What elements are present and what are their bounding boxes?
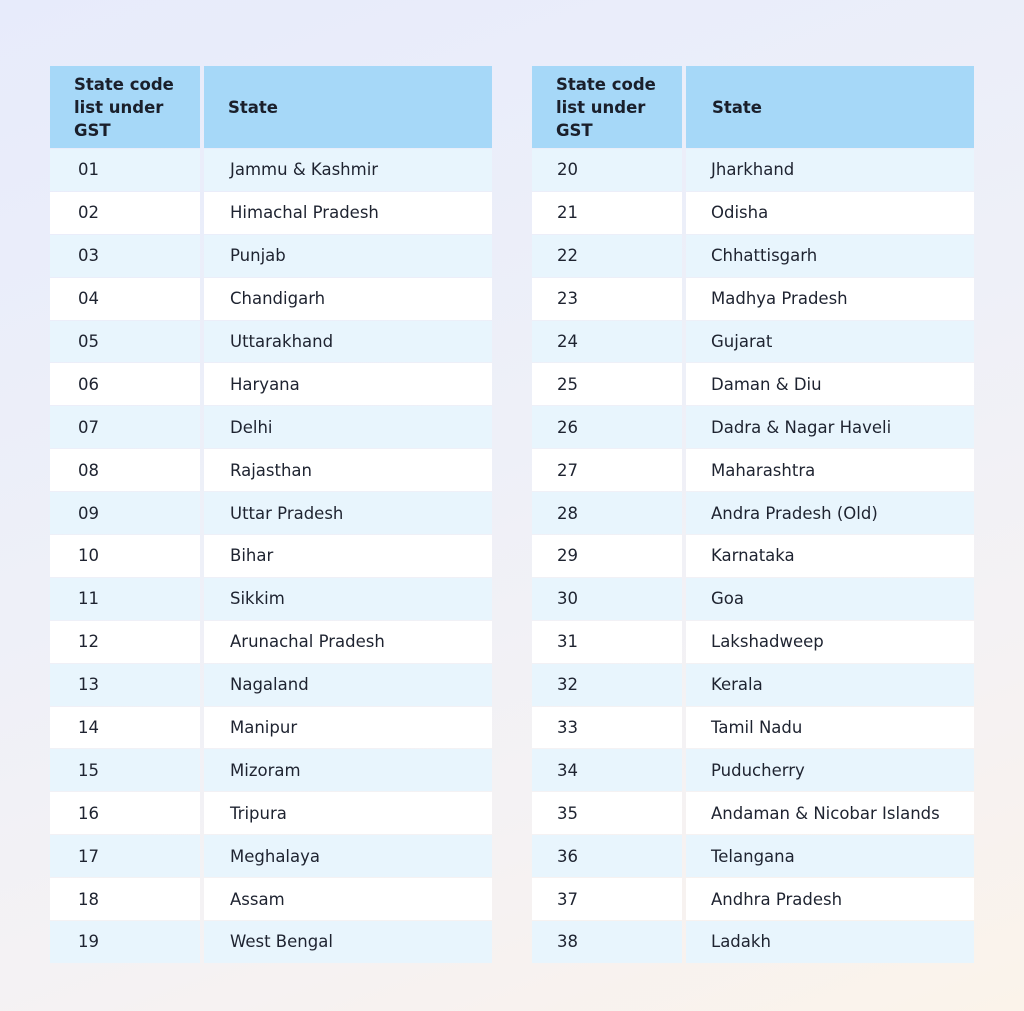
table-row <box>50 277 492 320</box>
state-name-cell: West Bengal <box>204 921 492 963</box>
state-code-cell: 21 <box>532 192 682 234</box>
table-row <box>50 148 492 191</box>
state-code-cell: 08 <box>50 449 200 491</box>
header-state: State <box>204 66 492 148</box>
state-name-cell: Kerala <box>686 664 974 706</box>
state-name-cell: Chandigarh <box>204 278 492 320</box>
state-name-cell: Uttar Pradesh <box>204 492 492 534</box>
table-row <box>532 277 974 320</box>
table-row <box>50 577 492 620</box>
state-code-table-left <box>50 66 492 963</box>
table-row <box>50 834 492 877</box>
table-row <box>50 191 492 234</box>
table-row <box>532 534 974 577</box>
state-name-cell: Nagaland <box>204 664 492 706</box>
state-name-cell: Sikkim <box>204 578 492 620</box>
state-code-cell: 15 <box>50 749 200 791</box>
state-name-cell: Rajasthan <box>204 449 492 491</box>
state-name-cell: Mizoram <box>204 749 492 791</box>
state-code-cell: 32 <box>532 664 682 706</box>
table-row <box>50 534 492 577</box>
table-row <box>532 620 974 663</box>
state-name-cell: Jammu & Kashmir <box>204 149 492 191</box>
table-row <box>532 748 974 791</box>
state-name-cell: Ladakh <box>686 921 974 963</box>
table-row <box>532 405 974 448</box>
header-state-code: State code list under GST <box>532 66 682 148</box>
state-name-cell: Assam <box>204 878 492 920</box>
state-name-cell: Lakshadweep <box>686 621 974 663</box>
state-code-cell: 07 <box>50 406 200 448</box>
table-row <box>50 234 492 277</box>
state-code-cell: 12 <box>50 621 200 663</box>
state-code-cell: 11 <box>50 578 200 620</box>
state-code-cell: 24 <box>532 321 682 363</box>
state-name-cell: Arunachal Pradesh <box>204 621 492 663</box>
state-code-cell: 14 <box>50 707 200 749</box>
state-code-cell: 23 <box>532 278 682 320</box>
state-code-cell: 01 <box>50 149 200 191</box>
table-row <box>532 148 974 191</box>
state-code-cell: 06 <box>50 363 200 405</box>
table-body <box>532 148 974 963</box>
table-row <box>50 491 492 534</box>
table-row <box>532 706 974 749</box>
table-row <box>532 834 974 877</box>
state-name-cell: Delhi <box>204 406 492 448</box>
table-row <box>532 491 974 534</box>
state-code-cell: 02 <box>50 192 200 234</box>
state-code-cell: 03 <box>50 235 200 277</box>
state-code-cell: 04 <box>50 278 200 320</box>
state-name-cell: Meghalaya <box>204 835 492 877</box>
header-state-code: State code list under GST <box>50 66 200 148</box>
state-name-cell: Tamil Nadu <box>686 707 974 749</box>
state-name-cell: Haryana <box>204 363 492 405</box>
state-name-cell: Chhattisgarh <box>686 235 974 277</box>
state-code-cell: 26 <box>532 406 682 448</box>
state-code-cell: 28 <box>532 492 682 534</box>
table-row <box>532 577 974 620</box>
table-row <box>532 362 974 405</box>
state-code-cell: 13 <box>50 664 200 706</box>
state-name-cell: Andaman & Nicobar Islands <box>686 792 974 834</box>
state-code-cell: 16 <box>50 792 200 834</box>
state-code-cell: 36 <box>532 835 682 877</box>
table-row <box>532 191 974 234</box>
state-name-cell: Maharashtra <box>686 449 974 491</box>
state-code-cell: 25 <box>532 363 682 405</box>
state-code-cell: 30 <box>532 578 682 620</box>
state-code-cell: 19 <box>50 921 200 963</box>
state-code-cell: 38 <box>532 921 682 963</box>
table-row <box>50 920 492 963</box>
state-code-cell: 17 <box>50 835 200 877</box>
table-row <box>532 448 974 491</box>
state-code-cell: 22 <box>532 235 682 277</box>
state-name-cell: Goa <box>686 578 974 620</box>
state-name-cell: Andra Pradesh (Old) <box>686 492 974 534</box>
table-row <box>50 620 492 663</box>
state-name-cell: Gujarat <box>686 321 974 363</box>
state-code-cell: 20 <box>532 149 682 191</box>
state-name-cell: Uttarakhand <box>204 321 492 363</box>
state-name-cell: Tripura <box>204 792 492 834</box>
table-row <box>50 706 492 749</box>
state-name-cell: Dadra & Nagar Haveli <box>686 406 974 448</box>
state-name-cell: Manipur <box>204 707 492 749</box>
table-row <box>532 320 974 363</box>
state-code-cell: 05 <box>50 321 200 363</box>
state-code-cell: 34 <box>532 749 682 791</box>
state-name-cell: Madhya Pradesh <box>686 278 974 320</box>
state-code-cell: 18 <box>50 878 200 920</box>
state-name-cell: Himachal Pradesh <box>204 192 492 234</box>
state-code-cell: 29 <box>532 535 682 577</box>
table-row <box>532 920 974 963</box>
state-name-cell: Jharkhand <box>686 149 974 191</box>
table-body <box>50 148 492 963</box>
table-row <box>50 448 492 491</box>
state-code-cell: 27 <box>532 449 682 491</box>
state-code-cell: 33 <box>532 707 682 749</box>
state-name-cell: Daman & Diu <box>686 363 974 405</box>
state-code-cell: 09 <box>50 492 200 534</box>
state-name-cell: Odisha <box>686 192 974 234</box>
state-code-cell: 10 <box>50 535 200 577</box>
table-row <box>532 877 974 920</box>
state-name-cell: Puducherry <box>686 749 974 791</box>
table-row <box>50 877 492 920</box>
state-name-cell: Andhra Pradesh <box>686 878 974 920</box>
table-row <box>50 748 492 791</box>
table-row <box>532 791 974 834</box>
state-code-cell: 35 <box>532 792 682 834</box>
table-row <box>50 791 492 834</box>
state-code-cell: 37 <box>532 878 682 920</box>
state-name-cell: Karnataka <box>686 535 974 577</box>
table-row <box>50 663 492 706</box>
state-name-cell: Bihar <box>204 535 492 577</box>
table-row <box>50 362 492 405</box>
table-row <box>50 405 492 448</box>
table-header <box>532 66 974 148</box>
table-header <box>50 66 492 148</box>
header-state: State <box>686 66 974 148</box>
state-code-cell: 31 <box>532 621 682 663</box>
table-row <box>532 663 974 706</box>
table-row <box>532 234 974 277</box>
table-row <box>50 320 492 363</box>
state-name-cell: Punjab <box>204 235 492 277</box>
state-code-table-right <box>532 66 974 963</box>
state-name-cell: Telangana <box>686 835 974 877</box>
